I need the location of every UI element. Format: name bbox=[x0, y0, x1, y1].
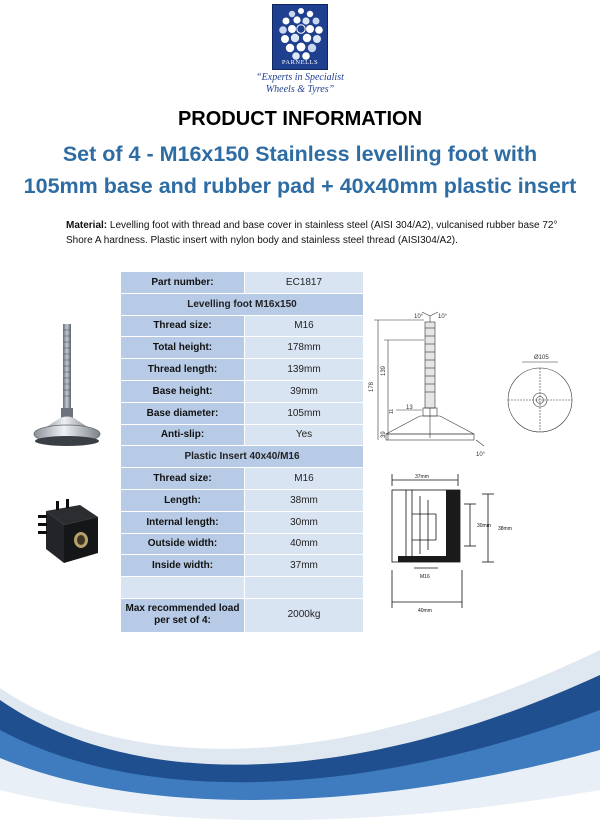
spec-value: 105mm bbox=[245, 402, 364, 424]
load-label-line-2: per set of 4: bbox=[154, 615, 211, 627]
brand-logo bbox=[272, 4, 328, 70]
table-row bbox=[121, 511, 364, 533]
insert-top-width-label: 37mm bbox=[415, 474, 429, 480]
insert-technical-drawing bbox=[384, 470, 524, 616]
nut-height-label: 11 bbox=[389, 408, 395, 414]
product-title-line-2: 105mm base and rubber pad + 40x40mm plastic insert bbox=[23, 174, 577, 198]
spec-label: Internal length: bbox=[121, 511, 245, 533]
table-row bbox=[121, 533, 364, 555]
part-number-value: EC1817 bbox=[245, 272, 364, 294]
spec-value: 39mm bbox=[245, 380, 364, 402]
hex-size-label: 13 bbox=[406, 405, 413, 411]
tagline-line-1: “Experts in Specialist bbox=[256, 72, 344, 83]
load-label-line-1: Max recommended load bbox=[125, 603, 240, 615]
spec-label: Base height: bbox=[121, 380, 245, 402]
material-label: Material: bbox=[66, 220, 108, 231]
spec-value: 40mm bbox=[245, 533, 364, 555]
material-text: Levelling foot with thread and base cover in stainless steel (AISI 304/A2), vulcanised rubber base 72° Shore A hardness. Plastic insert with nylon body and stainless steel thread (AISI304/A2). bbox=[66, 220, 558, 246]
table-row-blank bbox=[121, 577, 364, 599]
product-title bbox=[20, 138, 580, 202]
thread-length-label: 139 bbox=[381, 365, 387, 376]
table-row bbox=[121, 555, 364, 577]
brand-name: PARNELLS bbox=[281, 59, 319, 66]
spec-label: Thread size: bbox=[121, 315, 245, 337]
foot-header: Levelling foot M16x150 bbox=[121, 293, 364, 315]
spec-value: Yes bbox=[245, 424, 364, 446]
spec-value: 139mm bbox=[245, 359, 364, 381]
levelling-foot-photo bbox=[30, 322, 105, 457]
spec-value: 38mm bbox=[245, 489, 364, 511]
table-row bbox=[121, 402, 364, 424]
spec-label: Outside width: bbox=[121, 533, 245, 555]
section-header-insert bbox=[121, 446, 364, 468]
blank-cell bbox=[245, 577, 364, 599]
spec-label: Thread size: bbox=[121, 468, 245, 490]
insert-header: Plastic Insert 40x40/M16 bbox=[121, 446, 364, 468]
diameter-label: Ø105 bbox=[534, 355, 549, 361]
table-row bbox=[121, 272, 364, 294]
table-row bbox=[121, 380, 364, 402]
part-number-label: Part number: bbox=[121, 272, 245, 294]
spec-label: Anti-slip: bbox=[121, 424, 245, 446]
angle-right-label: 10° bbox=[438, 314, 448, 320]
spec-table bbox=[120, 271, 364, 633]
product-title-line-1: Set of 4 - M16x150 Stainless levelling foot with bbox=[62, 142, 538, 166]
spec-label: Thread length: bbox=[121, 359, 245, 381]
angle-base-label: 10° bbox=[476, 452, 486, 458]
table-row bbox=[121, 468, 364, 490]
spec-value: M16 bbox=[245, 315, 364, 337]
spec-label: Base diameter: bbox=[121, 402, 245, 424]
angle-left-label: 10° bbox=[414, 314, 424, 320]
brand-tagline bbox=[200, 72, 400, 96]
load-label bbox=[121, 598, 245, 632]
spec-label: Total height: bbox=[121, 337, 245, 359]
insert-bottom-width-label: 40mm bbox=[418, 608, 432, 614]
table-row bbox=[121, 359, 364, 381]
spec-label: Length: bbox=[121, 489, 245, 511]
page-title: PRODUCT INFORMATION bbox=[177, 108, 423, 130]
table-row bbox=[121, 337, 364, 359]
base-height-label: 39 bbox=[381, 431, 387, 438]
plastic-insert-photo bbox=[36, 497, 102, 567]
material-description bbox=[66, 218, 566, 248]
logo-box bbox=[272, 4, 328, 70]
section-header-foot bbox=[121, 293, 364, 315]
spec-value: 178mm bbox=[245, 337, 364, 359]
blank-cell bbox=[121, 577, 245, 599]
table-row bbox=[121, 424, 364, 446]
decorative-waves bbox=[0, 640, 600, 835]
load-value: 2000kg bbox=[245, 598, 364, 632]
table-row bbox=[121, 598, 364, 632]
spec-value: 37mm bbox=[245, 555, 364, 577]
table-row bbox=[121, 315, 364, 337]
insert-internal-length-label: 30mm bbox=[477, 523, 491, 529]
spec-value: M16 bbox=[245, 468, 364, 490]
spec-value: 30mm bbox=[245, 511, 364, 533]
table-row bbox=[121, 489, 364, 511]
spec-label: Inside width: bbox=[121, 555, 245, 577]
total-height-label: 178 bbox=[369, 381, 375, 392]
insert-length-label: 38mm bbox=[498, 526, 512, 532]
tagline-line-2: Wheels & Tyres” bbox=[265, 84, 335, 95]
insert-thread-label: M16 bbox=[420, 574, 430, 580]
foot-top-view bbox=[498, 350, 582, 434]
foot-technical-drawing bbox=[366, 310, 496, 460]
